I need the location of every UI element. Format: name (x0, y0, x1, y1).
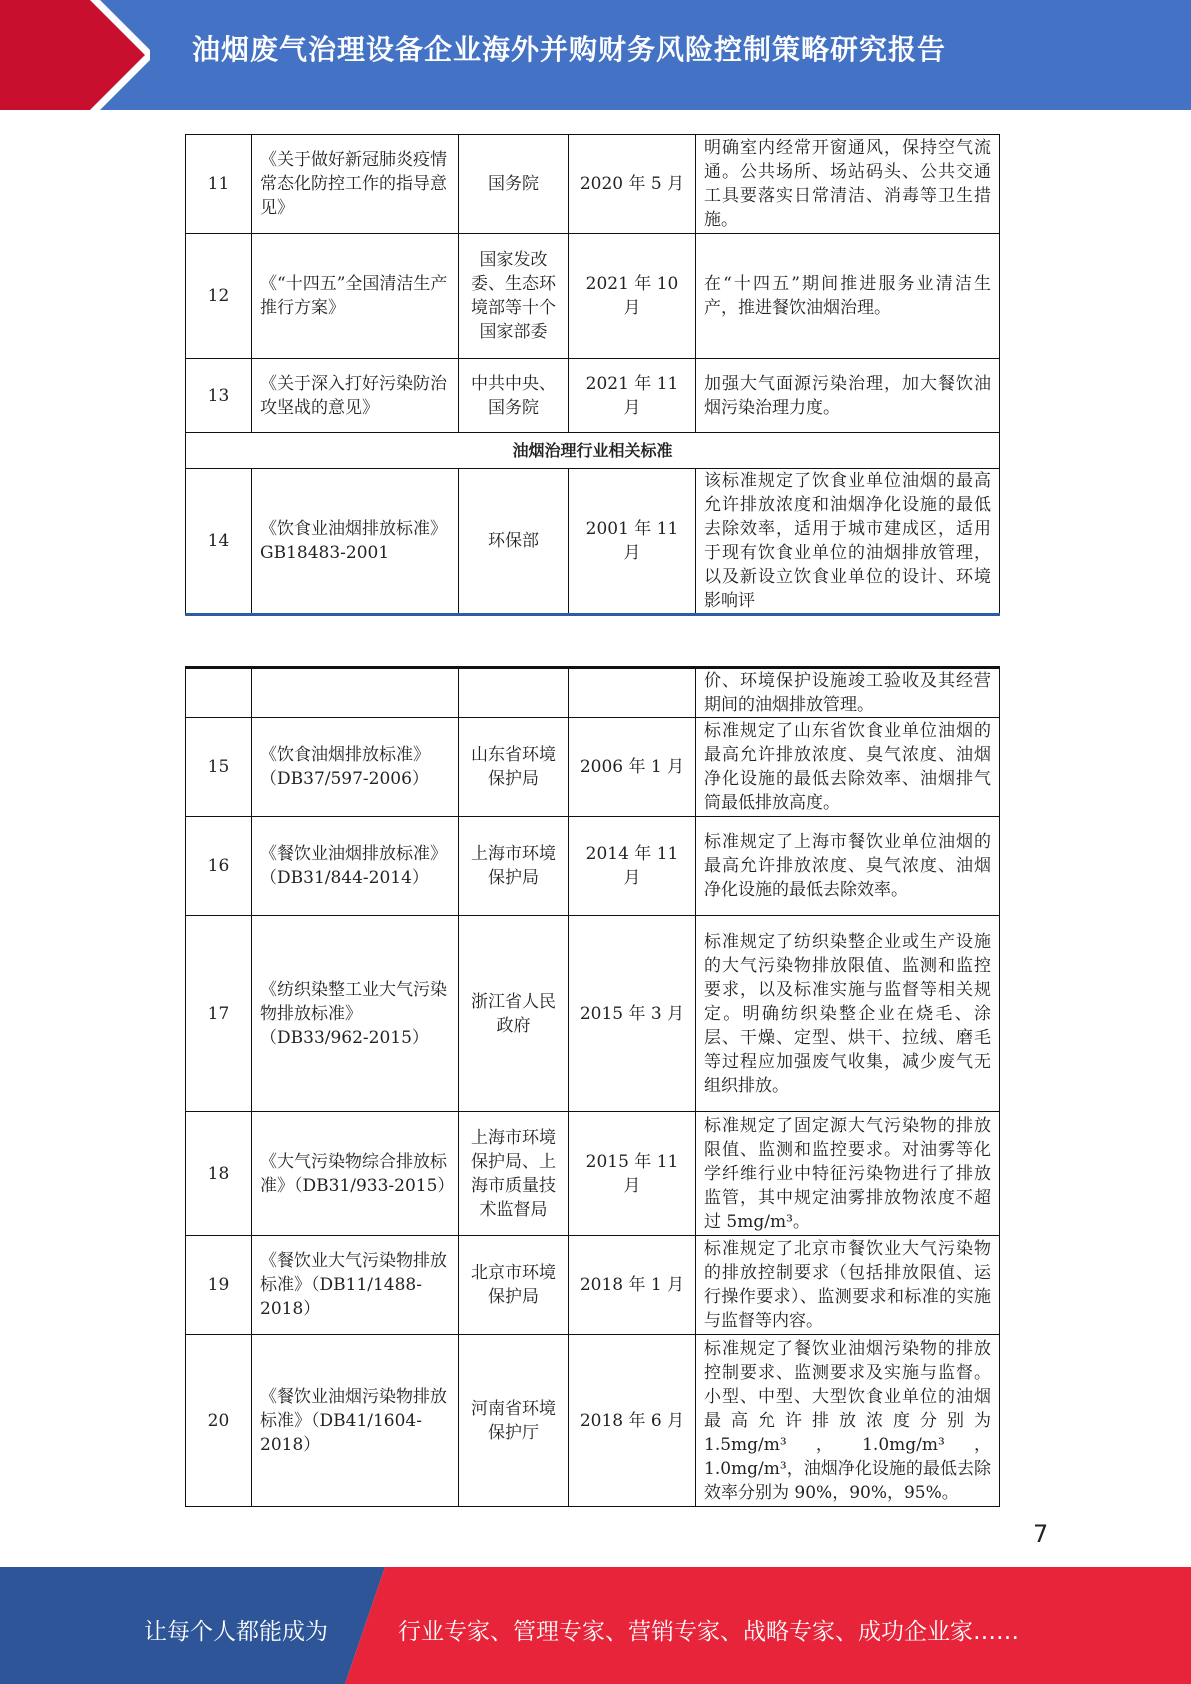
section-title: 油烟治理行业相关标准 (186, 433, 1000, 469)
standard-name: 《纺织染整工业大气污染物排放标准》（DB33/962-2015） (252, 916, 459, 1112)
issuer: 上海市环境保护局、上海市质量技术监督局 (459, 1112, 569, 1236)
policy-content: 明确室内经常开窗通风，保持空气流通。公共场所、场站码头、公共交通工具要落实日常清洁、消毒等卫生措施。 (696, 135, 1000, 234)
section-header-row (186, 433, 1000, 469)
standard-name: 《饮食业油烟排放标准》GB18483-2001 (252, 469, 459, 615)
footer-slogan-left: 让每个人都能成为 (144, 1619, 328, 1645)
row-number: 15 (186, 718, 252, 817)
table-row (186, 1112, 1000, 1236)
row-number: 17 (186, 916, 252, 1112)
issuer: 上海市环境保护局 (459, 817, 569, 916)
standard-name: 《大气污染物综合排放标准》（DB31/933-2015） (252, 1112, 459, 1236)
policy-content: 在“十四五”期间推进服务业清洁生产，推进餐饮油烟治理。 (696, 234, 1000, 359)
issue-date: 2015 年 3 月 (569, 916, 696, 1112)
standard-name: 《饮食油烟排放标准》（DB37/597-2006） (252, 718, 459, 817)
standard-name: 《餐饮业油烟排放标准》（DB31/844-2014） (252, 817, 459, 916)
standard-content: 该标准规定了饮食业单位油烟的最高允许排放浓度和油烟净化设施的最低去除效率，适用于城市建成区，适用于现有饮食业单位的油烟排放管理，以及新设立饮食业单位的设计、环境影响评 (696, 469, 1000, 615)
standard-content: 标准规定了上海市餐饮业单位油烟的最高允许排放浓度、臭气浓度、油烟净化设施的最低去除效率。 (696, 817, 1000, 916)
issuer: 山东省环境保护局 (459, 718, 569, 817)
table-row (186, 1335, 1000, 1507)
row-number: 20 (186, 1335, 252, 1507)
issuer: 浙江省人民政府 (459, 916, 569, 1112)
table-row (186, 359, 1000, 433)
report-title: 油烟废气治理设备企业海外并购财务风险控制策略研究报告 (192, 33, 947, 66)
issuer: 河南省环境保护厅 (459, 1335, 569, 1507)
row-number: 14 (186, 469, 252, 615)
issue-date: 2001 年 11 月 (569, 469, 696, 615)
header-red-arrow-decoration (0, 0, 150, 110)
issue-date: 2020 年 5 月 (569, 135, 696, 234)
table-row (186, 916, 1000, 1112)
policy-name: 《关于做好新冠肺炎疫情常态化防控工作的指导意见》 (252, 135, 459, 234)
issuer: 国家发改委、生态环境部等十个国家部委 (459, 234, 569, 359)
table-row (186, 469, 1000, 615)
row-number: 16 (186, 817, 252, 916)
standard-content: 标准规定了固定源大气污染物的排放限值、监测和监控要求。对油雾等化学纤维行业中特征污染物进行了排放监管，其中规定油雾排放物浓度不超过 5mg/m³。 (696, 1112, 1000, 1236)
table-row (186, 1236, 1000, 1335)
table-row (186, 817, 1000, 916)
issue-date: 2015 年 11 月 (569, 1112, 696, 1236)
standard-content: 标准规定了山东省饮食业单位油烟的最高允许排放浓度、臭气浓度、油烟净化设施的最低去除效率、油烟排气筒最低排放高度。 (696, 718, 1000, 817)
policy-table-top (185, 134, 1000, 616)
issue-date: 2021 年 11 月 (569, 359, 696, 433)
table-row (186, 234, 1000, 359)
continuation-row (186, 668, 1000, 718)
page-header (0, 0, 1191, 110)
standard-name: 《餐饮业油烟污染物排放标准》（DB41/1604-2018） (252, 1335, 459, 1507)
policy-content: 加强大气面源污染治理，加大餐饮油烟污染治理力度。 (696, 359, 1000, 433)
row-number: 19 (186, 1236, 252, 1335)
standard-content: 标准规定了纺织染整企业或生产设施的大气污染物排放限值、监测和监控要求，以及标准实施与监督等相关规定。明确纺织染整企业在烧毛、涂层、干燥、定型、烘干、拉绒、磨毛等过程应加强废气收集，减少废气无组织排放。 (696, 916, 1000, 1112)
issuer: 国务院 (459, 135, 569, 234)
policy-name: 《关于深入打好污染防治攻坚战的意见》 (252, 359, 459, 433)
issue-date: 2006 年 1 月 (569, 718, 696, 817)
issuer: 中共中央、国务院 (459, 359, 569, 433)
issue-date: 2018 年 6 月 (569, 1335, 696, 1507)
standard-content: 标准规定了北京市餐饮业大气污染物的排放控制要求（包括排放限值、运行操作要求）、监测要求和标准的实施与监督等内容。 (696, 1236, 1000, 1335)
table-row (186, 135, 1000, 234)
standards-table-bottom (185, 666, 1000, 1507)
row-number: 11 (186, 135, 252, 234)
row-number: 18 (186, 1112, 252, 1236)
continued-content: 价、环境保护设施竣工验收及其经营期间的油烟排放管理。 (696, 668, 1000, 718)
issue-date: 2014 年 11 月 (569, 817, 696, 916)
footer-slogan-right: 行业专家、管理专家、营销专家、战略专家、成功企业家…… (398, 1619, 1019, 1645)
standard-content: 标准规定了餐饮业油烟污染物的排放控制要求、监测要求及实施与监督。小型、中型、大型饮食业单位的油烟最高允许排放浓度分别为 1.5mg/m³，1.0mg/m³，1.0mg/m³，油烟净化设施的最低去除效率分别为 90%，90%，95%。 (696, 1335, 1000, 1507)
issue-date: 2018 年 1 月 (569, 1236, 696, 1335)
standard-name: 《餐饮业大气污染物排放标准》（DB11/1488-2018） (252, 1236, 459, 1335)
table-row (186, 718, 1000, 817)
row-number: 13 (186, 359, 252, 433)
policy-name: 《“十四五”全国清洁生产推行方案》 (252, 234, 459, 359)
issue-date: 2021 年 10 月 (569, 234, 696, 359)
row-number: 12 (186, 234, 252, 359)
issuer: 环保部 (459, 469, 569, 615)
page-number: 7 (1033, 1520, 1049, 1548)
issuer: 北京市环境保护局 (459, 1236, 569, 1335)
